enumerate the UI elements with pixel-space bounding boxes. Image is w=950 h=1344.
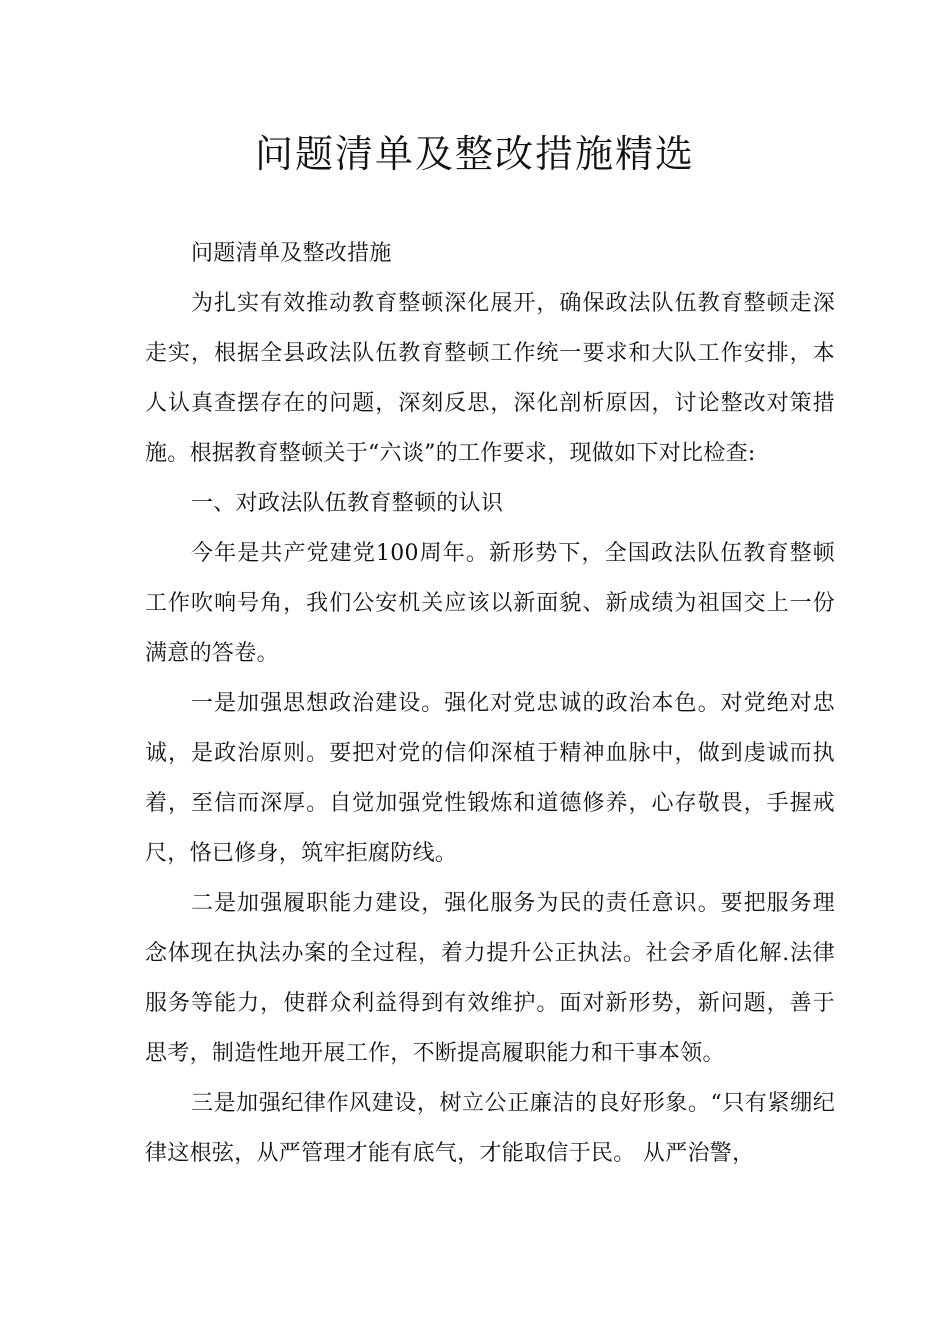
context-paragraph: 今年是共产党建党100周年。新形势下，全国政法队伍教育整顿工作吹响号角，我们公安机关应该以新面貌、新成绩为祖国交上一份满意的答卷。 — [145, 541, 835, 666]
section-one-heading: 一、对政法队伍教育整顿的认识 — [191, 491, 504, 516]
document-body — [145, 229, 835, 1179]
point-one-paragraph: 一是加强思想政治建设。强化对党忠诚的政治本色。对党绝对忠诚，是政治原则。要把对党的信仰深植于精神血脉中，做到虔诚而执着，至信而深厚。自觉加强党性锻炼和道德修养，心存敬畏，手握戒尺，恪已修身，筑牢拒腐防线。 — [145, 691, 835, 866]
intro-paragraph: 为扎实有效推动教育整顿深化展开，确保政法队伍教育整顿走深走实，根据全县政法队伍教育整顿工作统一要求和大队工作安排，本人认真查摆存在的问题，深刻反思，深化剖析原因，讨论整改对策措施。根据教育整顿关于“六谈”的工作要求，现做如下对比检查: — [145, 291, 835, 466]
section-heading: 问题清单及整改措施 — [191, 241, 392, 266]
point-three-paragraph: 三是加强纪律作风建设，树立公正廉洁的良好形象。“只有紧绷纪律这根弦，从严管理才能有底气，才能取信于民。 从严治警， — [145, 1091, 835, 1166]
point-two-paragraph: 二是加强履职能力建设，强化服务为民的责任意识。要把服务理念体现在执法办案的全过程，着力提升公正执法。社会矛盾化解.法律服务等能力，使群众利益得到有效维护。面对新形势，新问题，善于思考，制造性地开展工作，不断提高履职能力和干事本领。 — [145, 891, 835, 1066]
document-title: 问题清单及整改措施精选 — [254, 132, 695, 176]
